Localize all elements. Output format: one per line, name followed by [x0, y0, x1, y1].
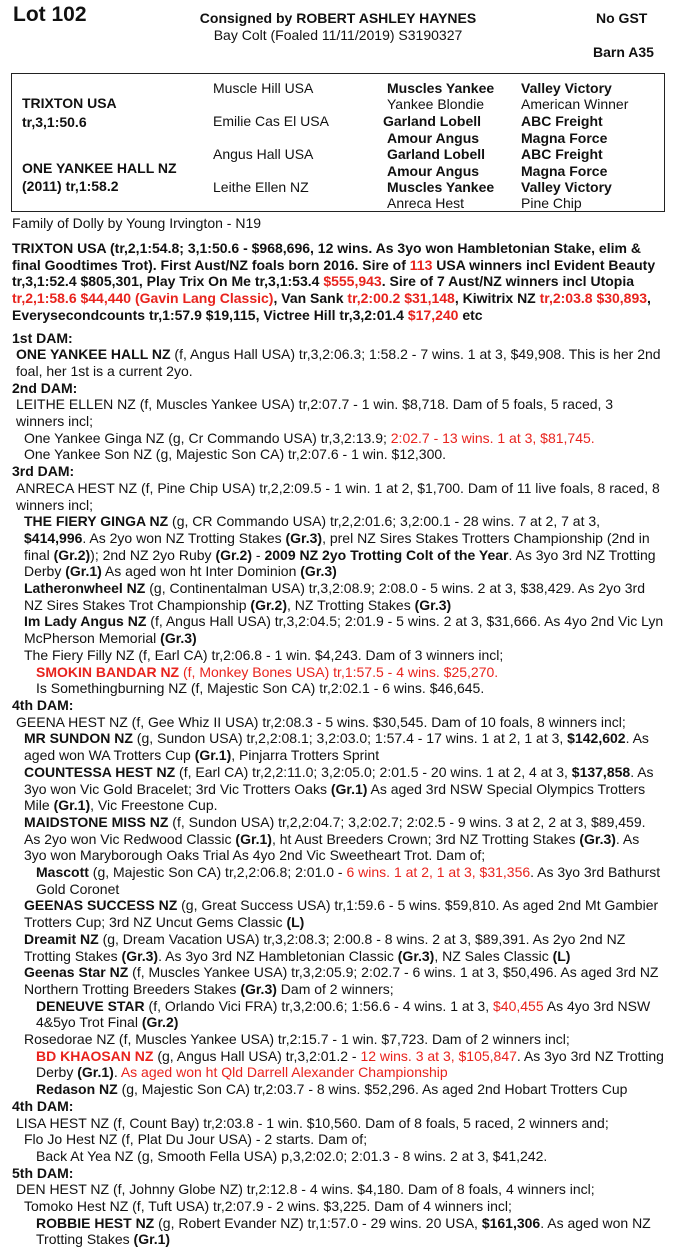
progeny-entry: Dreamit NZ (g, Dream Vacation USA) tr,3,2:08.3; 2:00.8 - 8 wins. 2 at 3, $89,391. As 2yo 2nd NZ Trotting Stakes (Gr.3). As 3yo 3rd NZ Hambletonian Classic (Gr.3), NZ Sales Classic (L) — [24, 930, 626, 964]
progeny-entry: Im Lady Angus NZ (f, Angus Hall USA) tr,3,2:04.5; 2:01.9 - 5 wins. 2 at 3, $31,666. As 4yo 2nd Vic Lyn McPherson Memorial (Gr.3) — [24, 613, 664, 647]
progeny-entry: COUNTESSA HEST NZ (f, Earl CA) tr,2,2:11.0; 3,2:05.0; 2:01.5 - 20 wins. 1 at 2, 4 at 3, $137,858. As 3yo won Vic Gold Bracelet; 3rd Vic Trotters Oaks (Gr.1) As aged 3rd NSW Special Olympics Trotters Mile (Gr.1), Vic Freestone Cup. — [24, 763, 654, 814]
lot-number: Lot 102 — [13, 3, 87, 26]
fourth-dam-entry: GEENA HEST NZ (f, Gee Whiz II USA) tr,2:08.3 - 5 wins. $30,545. Dam of 10 foals, 8 winners incl; — [16, 713, 626, 730]
fifth-dam-entry: DEN HEST NZ (f, Johnny Globe NZ) tr,2:12.8 - 4 wins. $4,180. Dam of 8 foals, 4 winners incl; — [16, 1181, 595, 1198]
pedigree-gen2: Emilie Cas El USA — [213, 113, 329, 129]
catalogue-header — [0, 0, 676, 70]
progeny-entry: THE FIERY GINGA NZ (g, CR Commando USA) tr,2,2:01.6; 3,2:00.1 - 28 wins. 7 at 2, 7 at 3, $414,996. As 2yo won NZ Trotting Stakes (Gr.3), prel NZ Sires Stakes Trotters Championship (2nd in final (Gr.2)); 2nd NZ 2yo Ruby (Gr.2) - 2009 NZ 2yo Trotting Colt of the Year. As 3yo 3rd NZ Trotting Derby (Gr.1) As aged won ht Inter Dominion (Gr.3) — [24, 513, 656, 580]
sire-name: TRIXTON USA — [22, 95, 117, 111]
dam-record: (2011) tr,1:58.2 — [22, 178, 119, 194]
progeny-entry: MR SUNDON NZ (g, Sundon USA) tr,2,2:08.1; 3,2:03.0; 1:57.4 - 17 wins. 1 at 2, 1 at 3, $142,602. As aged won WA Trotters Cup (Gr.1), Pinjarra Trotters Sprint — [24, 730, 649, 764]
barn-number: Barn A35 — [593, 44, 654, 60]
progeny-entry: Geenas Star NZ (f, Muscles Yankee USA) tr,3,2:05.9; 2:02.7 - 6 wins. 1 at 3, $50,496. As aged 3rd NZ Northern Trotting Breeders Stakes (Gr.3) Dam of 2 winners; — [24, 964, 659, 997]
dam-heading: 4th DAM: — [12, 1097, 74, 1114]
family-line: Family of Dolly by Young Irvington - N19 — [12, 215, 262, 231]
dam-name: ONE YANKEE HALL NZ — [22, 160, 177, 176]
progeny-entry: Rosedorae NZ (f, Muscles Yankee USA) tr,2:15.7 - 1 win. $7,723. Dam of 2 winners incl; — [24, 1031, 570, 1048]
progeny-entry: Back At Yea NZ (g, Smooth Fella USA) p,3,2:02.0; 2:01.3 - 8 wins. 2 at 3, $41,242. — [36, 1147, 548, 1164]
pedigree-gen4: ABC Freight — [521, 146, 603, 162]
pedigree-gen4: Pine Chip — [521, 195, 582, 211]
sire-paragraph: TRIXTON USA (tr,2,1:54.8; 3,1:50.6 - $968,696, 12 wins. As 3yo won Hambletonian Stake, elim & final Goodtimes Trot). First Aust/NZ foals born 2016. Sire of 113 USA winners incl Evident Beauty tr,3,1:52.4 $805,301, Play Trix On Me tr,3,1:53.4 $555,943. Sire of 7 Aust/NZ winners incl Utopia tr,2,1:58.6 $44,440 (Gavin Lang Classic), Van Sank tr,2:00.2 $31,148, Kiwitrix NZ tr,2:03.8 $30,893, Everysecondcounts tr,1:57.9 $19,115, Victree Hill tr,3,2:01.4 $17,240 etc — [12, 240, 656, 323]
pedigree-gen2: Muscle Hill USA — [213, 80, 314, 96]
pedigree-gen3: Muscles Yankee — [387, 179, 495, 195]
dam-heading: 1st DAM: — [12, 329, 73, 346]
progeny-entry: Tomoko Hest NZ (f, Tuft USA) tr,2:07.9 - 2 wins. $3,225. Dam of 4 winners incl; — [24, 1198, 512, 1215]
second-dam-entry: LEITHE ELLEN NZ (f, Muscles Yankee USA) tr,2:07.7 - 1 win. $8,718. Dam of 5 foals, 5 raced, 3 winners incl; — [16, 396, 614, 430]
progeny-entry: MAIDSTONE MISS NZ (f, Sundon USA) tr,2,2:04.7; 3,2:02.7; 2:02.5 - 9 wins. 3 at 2, 2 at 3, $89,459. As 2yo won Vic Redwood Classic (Gr.1), ht Aust Breeders Crown; 3rd NZ Trotting Stakes (Gr.3). As 3yo won Maryborough Oaks Trial As 4yo 2nd Vic Sweetheart Trot. Dam of; — [24, 813, 646, 864]
progeny-entry: DENEUVE STAR (f, Orlando Vici FRA) tr,3,2:00.6; 1:56.6 - 4 wins. 1 at 3, $40,455 As 4yo 3rd NSW 4&5yo Trot Final (Gr.2) — [36, 997, 651, 1031]
progeny-entry: Flo Jo Hest NZ (f, Plat Du Jour USA) - 2 starts. Dam of; — [24, 1131, 368, 1148]
pedigree-gen4: Valley Victory — [521, 179, 612, 195]
dam-heading: 4th DAM: — [12, 696, 74, 713]
sire-record: tr,3,1:50.6 — [22, 114, 87, 130]
pedigree-gen2: Leithe Ellen NZ — [213, 179, 309, 195]
progeny-entry: GEENAS SUCCESS NZ (g, Great Success USA) tr,1:59.6 - 5 wins. $59,810. As aged 2nd Mt Gambier Trotters Cup; 3rd NZ Uncut Gems Classic (L) — [24, 897, 659, 931]
progeny-entry: SMOKIN BANDAR NZ (f, Monkey Bones USA) tr,1:57.5 - 4 wins. $25,270. — [36, 663, 499, 680]
first-dam-entry: ONE YANKEE HALL NZ (f, Angus Hall USA) tr,3,2:06.3; 1:58.2 - 7 wins. 1 at 3, $49,908. This is her 2nd foal, her 1st is a current 2yo. — [16, 346, 661, 379]
dam-heading: 5th DAM: — [12, 1164, 74, 1181]
progeny-entry: ROBBIE HEST NZ (g, Robert Evander NZ) tr,1:57.0 - 29 wins. 20 USA, $161,306. As aged won NZ Trotting Stakes (Gr.1) — [36, 1214, 651, 1248]
progeny-entry: One Yankee Ginga NZ (g, Cr Commando USA) tr,3,2:13.9; 2:02.7 - 13 wins. 1 at 3, $81,745. — [24, 429, 595, 446]
fourth-dam-alt-entry: LISA HEST NZ (f, Count Bay) tr,2:03.8 - 1 win. $10,560. Dam of 8 foals, 5 raced, 2 winners and; — [16, 1114, 609, 1131]
pedigree-gen4: Magna Force — [521, 130, 608, 146]
pedigree-gen3: Anreca Hest — [387, 195, 465, 211]
catalogue-body — [12, 240, 664, 1248]
progeny-entry: BD KHAOSAN NZ (g, Angus Hall USA) tr,3,2:01.2 - 12 wins. 3 at 3, $105,847. As 3yo 3rd NZ Trotting Derby (Gr.1). As aged won ht Qld Darrell Alexander Championship — [36, 1047, 664, 1081]
pedigree-gen4: ABC Freight — [521, 113, 603, 129]
progeny-entry: One Yankee Son NZ (g, Majestic Son CA) tr,2:07.6 - 1 win. $12,300. — [24, 446, 447, 463]
pedigree-gen3: Yankee Blondie — [387, 96, 485, 112]
progeny-entry: The Fiery Filly NZ (f, Earl CA) tr,2:06.8 - 1 win. $4,243. Dam of 3 winners incl; — [24, 646, 504, 663]
pedigree-gen4: American Winner — [521, 96, 629, 112]
third-dam-entry: ANRECA HEST NZ (f, Pine Chip USA) tr,2,2:09.5 - 1 win. 1 at 2, $1,700. Dam of 11 live foals, 8 raced, 8 winners incl; — [16, 479, 660, 513]
pedigree-table — [11, 73, 665, 212]
pedigree-gen3: Amour Angus — [387, 163, 480, 179]
progeny-entry: Is Somethingburning NZ (f, Majestic Son CA) tr,2:02.1 - 6 wins. $46,645. — [36, 680, 485, 697]
pedigree-gen3: Garland Lobell — [383, 113, 482, 129]
pedigree-gen4: Magna Force — [521, 163, 608, 179]
consignor: Consigned by ROBERT ASHLEY HAYNES — [199, 10, 477, 26]
progeny-entry: Latheronwheel NZ (g, Continentalman USA) tr,3,2:08.9; 2:08.0 - 5 wins. 2 at 3, $38,429. As 2yo 3rd NZ Sires Stakes Trot Championship (Gr.2), NZ Trotting Stakes (Gr.3) — [24, 580, 645, 613]
pedigree-gen3: Amour Angus — [387, 130, 480, 146]
gst-status: No GST — [596, 10, 648, 26]
horse-description: Bay Colt (Foaled 11/11/2019) S3190327 — [213, 27, 463, 43]
dam-heading: 2nd DAM: — [12, 379, 78, 396]
dam-heading: 3rd DAM: — [12, 463, 75, 480]
pedigree-gen3: Muscles Yankee — [387, 80, 495, 96]
pedigree-gen3: Garland Lobell — [387, 146, 486, 162]
pedigree-gen4: Valley Victory — [521, 80, 612, 96]
progeny-entry: Mascott (g, Majestic Son CA) tr,2,2:06.8; 2:01.0 - 6 wins. 1 at 2, 1 at 3, $31,356. As 3yo 3rd Bathurst Gold Coronet — [36, 864, 661, 897]
pedigree-gen2: Angus Hall USA — [213, 146, 314, 162]
progeny-entry: Redason NZ (g, Majestic Son CA) tr,2:03.7 - 8 wins. $52,296. As aged 2nd Hobart Trotters Cup — [36, 1081, 628, 1098]
